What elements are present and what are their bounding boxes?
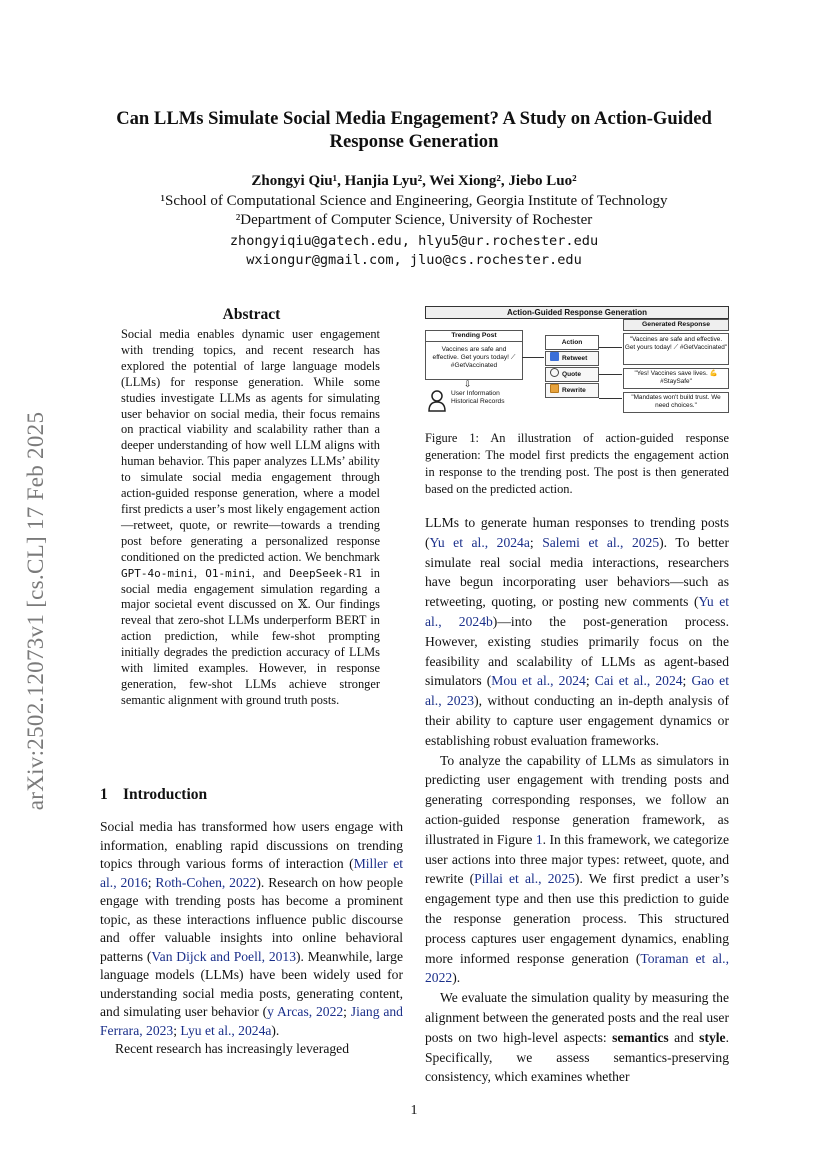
generated-response-header: Generated Response xyxy=(623,319,729,331)
trending-post-box xyxy=(425,330,523,380)
citation-link[interactable]: Cai et al., 2024 xyxy=(594,673,683,689)
figure-title: Action-Guided Response Generation xyxy=(425,306,729,319)
citation-link[interactable]: Van Dijck and Poell, 2013 xyxy=(151,948,297,964)
author-list: Zhongyi Qiu¹, Hanjia Lyu², Wei Xiong², Jiebo Luo² xyxy=(251,173,577,189)
citation-link[interactable]: Toraman et al., 2022 xyxy=(425,950,729,986)
paper-title xyxy=(60,107,768,153)
citation-link[interactable]: Mou et al., 2024 xyxy=(491,673,586,689)
action-retweet: Retweet xyxy=(545,351,599,366)
citation-link[interactable]: Roth-Cohen, 2022 xyxy=(155,874,257,890)
user-icon xyxy=(427,390,447,412)
right-paragraph-2: To analyze the capability of LLMs as simulators in predicting user engagement with trending posts and generating corresponding responses, we follow an action-guided response generation framework, as illustrated in Figure 1. In this framework, we categorize user actions into three major types: retweet, quote, and rewrite (Pillai et al., 2025). We first predict a user’s engagement type and then use this prediction to guide the response generation process. This structured process captures user engagement dynamics, enabling more informed response generation (Toraman et al., 2022). xyxy=(425,752,729,986)
abstract-text: Social media enables dynamic user engagement with trending topics, and recent research has explored the potential of large language models (LLMs) for response generation. While some studies investigate LLMs as agents for simulating user behavior on social media, their focus remains on practical viability and scalability rather than a deeper understanding of how well LLM aligns with human behavior. This paper analyzes LLMs’ ability to simulate social media engagement through action-guided response generation, where a model first predicts a user’s most likely engagement action—retweet, quote, or rewrite—towards a trending post before generating a personalized response conditioned on the predicted action. We benchmark GPT-4o-mini, O1-mini, and DeepSeek-R1 in social media engagement simulation regarding a major societal event discussed on 𝕏. Our findings reveal that zero-shot LLMs underperform BERT in action prediction, while few-shot prompting initially degrades the prediction accuracy of LLMs with limited examples. However, in response generation, few-shot LLMs achieve stronger semantic alignment with ground truth posts. xyxy=(121,327,380,707)
email-line-1: zhongyiqiu@gatech.edu, hlyu5@ur.rochester.edu xyxy=(229,233,599,249)
action-header: Action xyxy=(545,335,599,350)
figure-caption: Figure 1: An illustration of action-guided response generation: The model first predicts the engagement action in response to the trending post. The post is then generated based on the predicted action. xyxy=(425,431,729,496)
arxiv-id-text: arXiv:2502.12073v1 [cs.CL] 17 Feb 2025 xyxy=(23,411,48,811)
intro-right-column xyxy=(425,513,729,1087)
page-number: 1 xyxy=(410,1103,418,1118)
title-line-2: Response Generation xyxy=(329,131,499,152)
action-rewrite: Rewrite xyxy=(545,383,599,398)
citation-link[interactable]: Yu et al., 2024a xyxy=(429,534,530,550)
figure-1 xyxy=(425,306,729,412)
citation-link[interactable]: Pillai et al., 2025 xyxy=(474,871,575,887)
citation-link[interactable]: Gao et al., 2023 xyxy=(425,673,729,709)
trending-post-header: Trending Post xyxy=(426,331,522,342)
citation-link[interactable]: Salemi et al., 2025 xyxy=(542,534,660,550)
generated-response-retweet: "Vaccines are safe and effective. Get yours today! ⟋ #GetVaccinated" xyxy=(623,333,729,365)
connector-arrow xyxy=(599,347,622,348)
section-number: 1 xyxy=(100,786,108,803)
citation-link[interactable]: Jiang and Ferrara, 2023 xyxy=(100,1004,403,1038)
affiliation-1: ¹School of Computational Science and Engineering, Georgia Institute of Technology xyxy=(160,193,668,209)
affiliation-2: ²Department of Computer Science, University of Rochester xyxy=(235,212,593,228)
citation-link[interactable]: Lyu et al., 2024a xyxy=(180,1022,272,1038)
intro-left-column xyxy=(100,818,403,1059)
checkbox-icon xyxy=(550,352,559,361)
title-line-1: Can LLMs Simulate Social Media Engagement? A Study on Action-Guided xyxy=(116,108,712,129)
intro-paragraph-1: Social media has transformed how users engage with information, enabling rapid discussions on trending topics through various forms of interaction (Miller et al., 2016; Roth-Cohen, 2022). Research on how people engage with trending posts has become a prominent topic, as these interactions influence public discourse and offer valuable insights into online behavioral patterns (Van Dijck and Poell, 2013). Meanwhile, large language models (LLMs) have been widely used for understanding social media posts, generating content, and simulating user behavior (y Arcas, 2022; Jiang and Ferrara, 2023; Lyu et al., 2024a). xyxy=(100,819,404,1038)
generated-response-quote: "Yes! Vaccines save lives. 💪 #StaySafe" xyxy=(623,368,729,389)
user-info-label: User Information Historical Records xyxy=(451,390,505,405)
email-line-2: wxiongur@gmail.com, jluo@cs.rochester.edu xyxy=(246,252,582,268)
abstract-heading: Abstract xyxy=(222,306,281,323)
right-paragraph-3: We evaluate the simulation quality by measuring the alignment between the generated posts and the real user posts on two high-level aspects: semantics and style. Specifically, we assess semantics-preserving consistency, which examines whether xyxy=(425,990,729,1085)
citation-link[interactable]: Miller et al., 2016 xyxy=(100,856,404,890)
quote-icon xyxy=(550,368,559,377)
right-paragraph-1: LLMs to generate human responses to trending posts (Yu et al., 2024a; Salemi et al., 2025). To better simulate real social media interactions, researchers have begun incorporating user behaviors—such as retweeting, quoting, or posting new comments (Yu et al., 2024b)—into the post-generation process. However, existing studies primarily focus on the feasibility and scalability of LLMs as agent-based simulators (Mou et al., 2024; Cai et al., 2024; Gao et al., 2023), without conducting an in-depth analysis of their ability to capture user engagement dynamics or establishing robust evaluation frameworks. xyxy=(425,515,729,748)
section-heading-introduction xyxy=(100,786,207,804)
citation-link[interactable]: Yu et al., 2024b xyxy=(425,594,729,629)
figure-reference-link[interactable]: 1 xyxy=(535,831,543,847)
citation-link[interactable]: y Arcas, 2022 xyxy=(267,1004,344,1019)
connector-arrow xyxy=(522,357,544,358)
intro-paragraph-2: Recent research has increasingly leveraged xyxy=(115,1041,349,1056)
generated-response-rewrite: "Mandates won't build trust. We need choices." xyxy=(623,392,729,413)
connector-arrow xyxy=(599,374,622,375)
trending-post-text: Vaccines are safe and effective. Get yours today! ⟋ #GetVaccinated xyxy=(432,346,516,369)
arrow-down-icon: ⇩ xyxy=(464,379,472,389)
section-title: Introduction xyxy=(123,786,208,803)
action-quote: Quote xyxy=(545,367,599,382)
pencil-icon xyxy=(550,384,559,393)
arxiv-identifier xyxy=(6,366,66,856)
connector-arrow xyxy=(599,398,622,399)
